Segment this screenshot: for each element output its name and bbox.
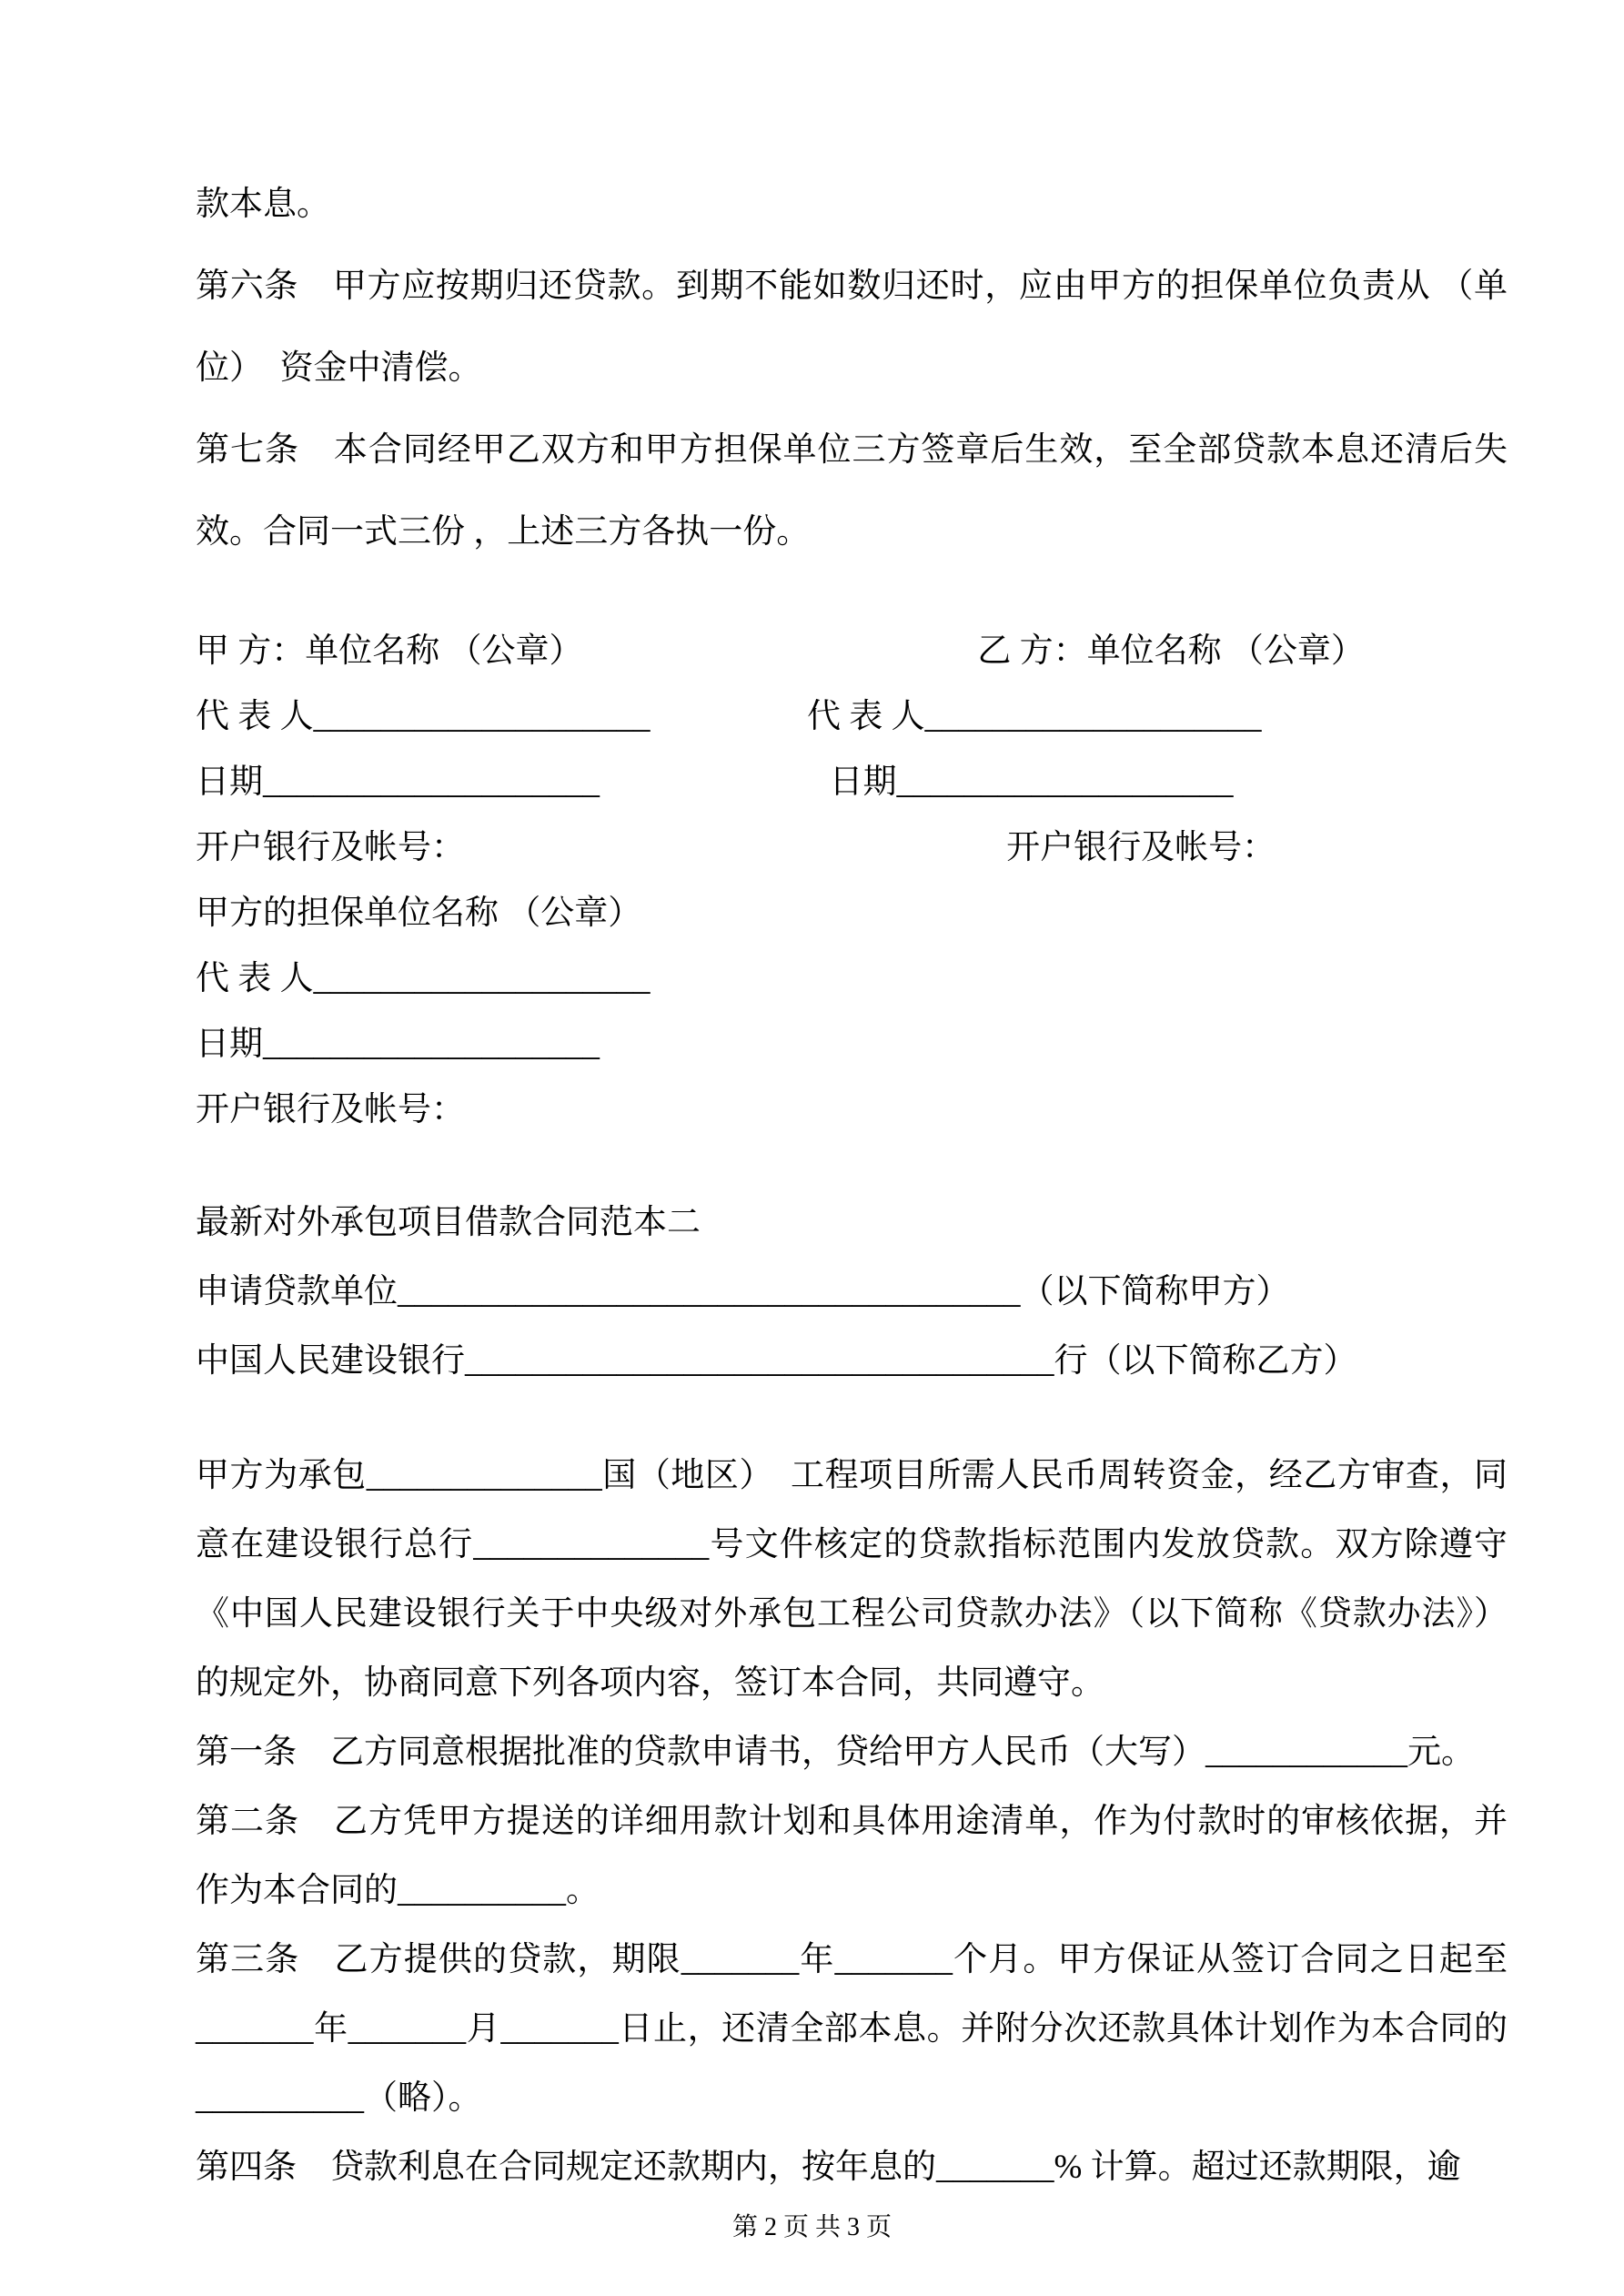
guarantor-row-bank bbox=[196, 1077, 1508, 1143]
bank-name-line: 中国人民建设银行___________________________________行（以下简称乙方） bbox=[196, 1342, 1357, 1380]
party-a-label: 甲 方：单位名称 （公章） bbox=[196, 632, 583, 670]
party-a-representative-line: 代 表 人____________________ bbox=[196, 698, 651, 735]
clause-six-text: 第六条 甲方应按期归还贷款。到期不能如数归还时，应由甲方的担保单位负责从 （单位） 资金中清偿。 bbox=[196, 268, 1508, 387]
signature-block bbox=[196, 619, 1508, 1143]
clause-seven-text: 第七条 本合同经甲乙双方和甲方担保单位三方签章后生效，至全部贷款本息还清后失效。合同一式三份 ，上述三方各执一份。 bbox=[196, 431, 1508, 551]
section-gap bbox=[196, 1143, 1508, 1188]
applicant-unit-line: 申请贷款单位_____________________________________（以下简称甲方） bbox=[196, 1273, 1290, 1310]
document-body bbox=[196, 164, 1508, 2202]
signature-row-representatives bbox=[196, 684, 1508, 750]
guarantor-date-line: 日期____________________ bbox=[196, 1026, 600, 1063]
guarantor-representative-line: 代 表 人____________________ bbox=[196, 960, 651, 997]
clause-three-text: 第三条 乙方提供的贷款，期限_______年_______个月。甲方保证从签订合同之日起至_______年_______月_______日止，还清全部本息。并附分次还款具体计划作为本合同的__________（略）。 bbox=[196, 1941, 1508, 2117]
page-number-footer: 第 2 页 共 3 页 bbox=[731, 2213, 892, 2241]
section-gap bbox=[196, 1396, 1508, 1441]
guarantor-bank-account-label: 开户银行及帐号： bbox=[196, 1091, 465, 1128]
guarantor-row-date bbox=[196, 1012, 1508, 1077]
clause-one-text: 第一条 乙方同意根据批准的贷款申请书，贷给甲方人民币（大写）____________元。 bbox=[196, 1734, 1475, 1771]
clause-two-text: 第二条 乙方凭甲方提送的详细用款计划和具体用途清单，作为付款时的审核依据，并作为本合同的__________。 bbox=[196, 1803, 1508, 1909]
party-b-date-line: 日期____________________ bbox=[829, 764, 1234, 801]
guarantor-row-name bbox=[196, 881, 1508, 946]
clause-four-text: 第四条 贷款利息在合同规定还款期内，按年息的_______% 计算。超过还款期限，逾 bbox=[196, 2149, 1461, 2186]
template-two-title: 最新对外承包项目借款合同范本二 bbox=[196, 1204, 701, 1241]
section-gap bbox=[196, 573, 1508, 619]
signature-row-dates bbox=[196, 750, 1508, 815]
signature-row-parties bbox=[196, 619, 1508, 684]
guarantor-label: 甲方的担保单位名称 （公章） bbox=[196, 895, 642, 932]
party-b-bank-account-label: 开户银行及帐号： bbox=[1006, 829, 1276, 866]
party-a-bank-account-label: 开户银行及帐号： bbox=[196, 829, 465, 866]
party-b-representative-line: 代 表 人____________________ bbox=[806, 698, 1262, 735]
party-a-date-line: 日期____________________ bbox=[196, 764, 600, 801]
party-b-label: 乙 方：单位名称 （公章） bbox=[977, 632, 1365, 670]
carryover-text: 款本息。 bbox=[196, 186, 330, 223]
preamble-text: 甲方为承包______________国（地区） 工程项目所需人民币周转资金，经乙方审查，同意在建设银行总行______________号文件核定的贷款指标范围内发放贷款。双方除遵守《中国人民建设银行关于中央级对外承包工程公司贷款办法》（以下简称《贷款办法》）的规定外，协商同意下列各项内容，签订本合同，共同遵守。 bbox=[196, 1457, 1508, 1702]
signature-row-banks bbox=[196, 815, 1508, 881]
guarantor-row-representative bbox=[196, 946, 1508, 1012]
